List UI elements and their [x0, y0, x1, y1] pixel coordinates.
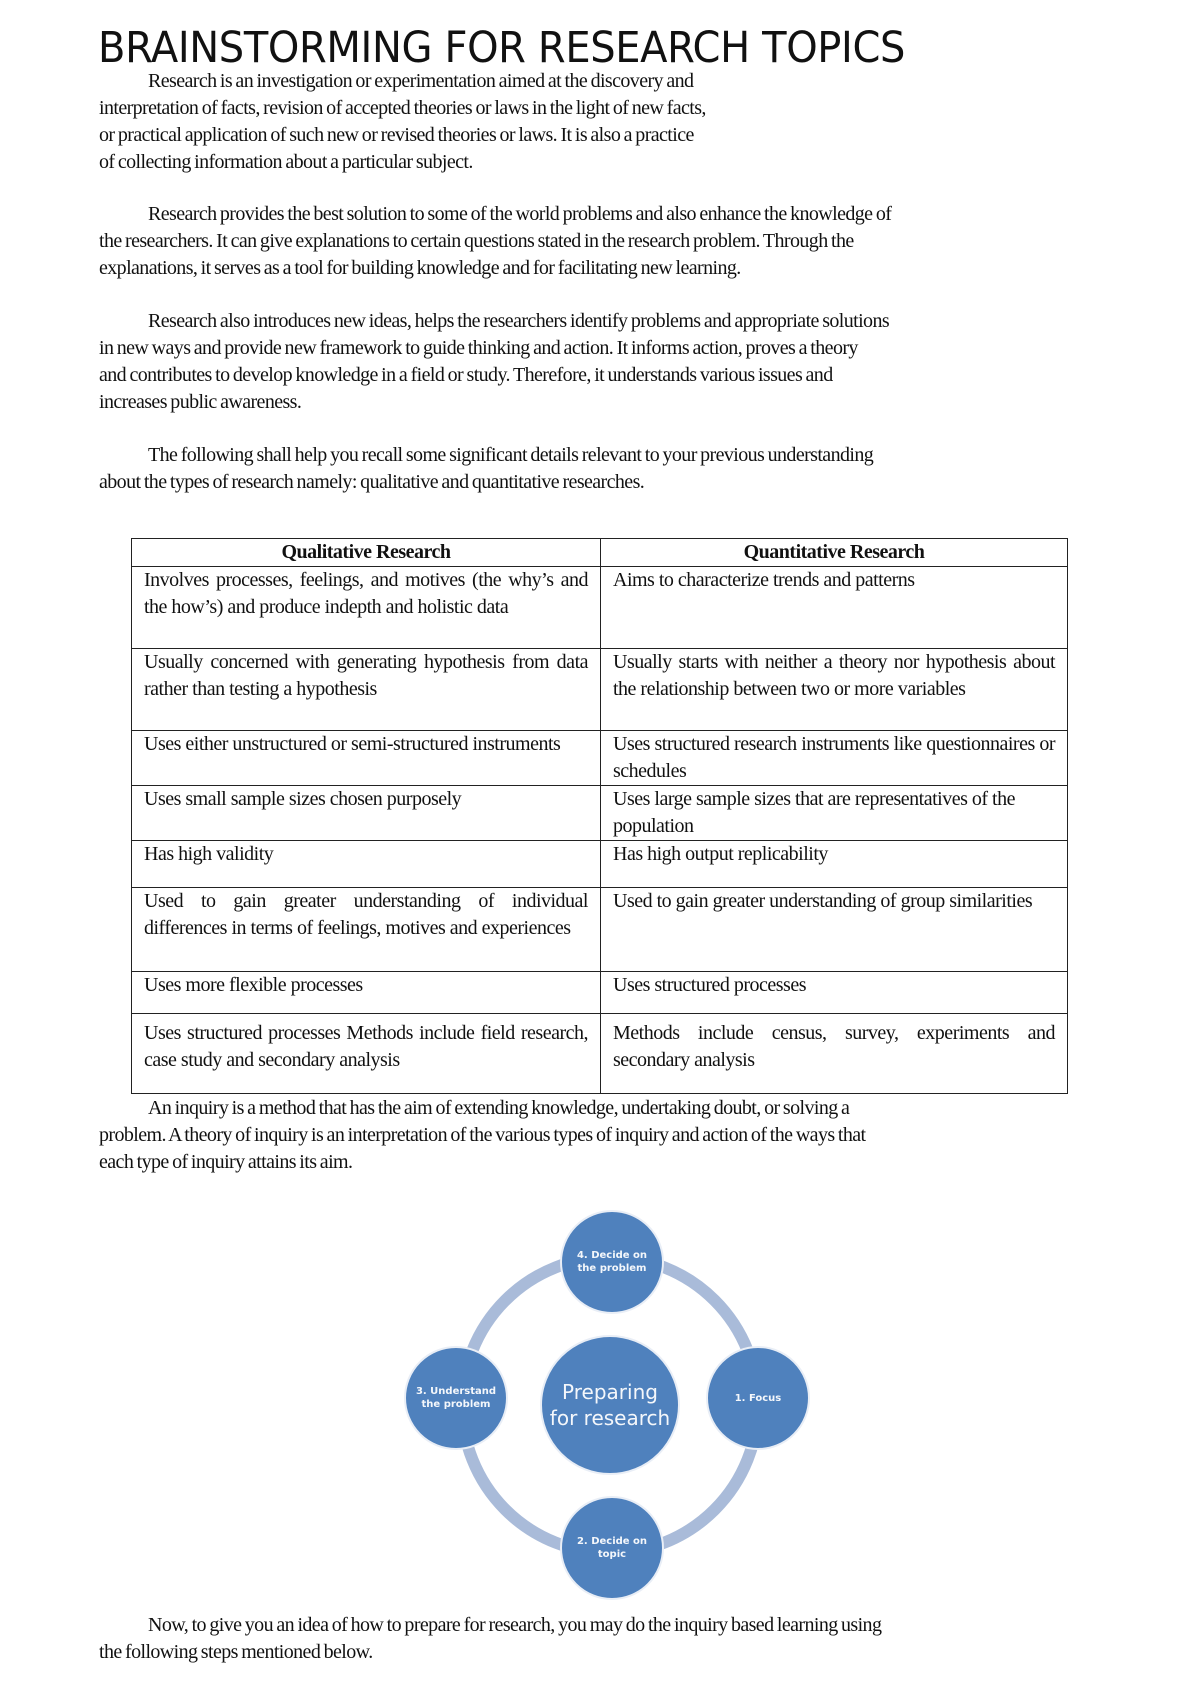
table-row	[132, 567, 1068, 649]
text-line: Research also introduces new ideas, helps the researchers identify problems and appropriate solutions	[148, 310, 890, 332]
table-cell: Usually concerned with generating hypothesis from data rather than testing a hypothesis	[132, 649, 601, 731]
table-cell: Uses structured processes Methods include field research, case study and secondary analysis	[132, 1014, 601, 1094]
table-row	[132, 731, 1068, 786]
table-row	[132, 1014, 1068, 1094]
node-label: 2. Decide on topic	[576, 1536, 648, 1560]
table-cell: Uses either unstructured or semi-structured instruments	[132, 731, 601, 786]
table-cell: Uses more flexible processes	[132, 972, 601, 1014]
table-cell: Used to gain greater understanding of group similarities	[601, 888, 1068, 972]
paragraph-research-ideas	[99, 308, 1119, 416]
document-title: BRAINSTORMING FOR RESEARCH TOPICS	[98, 23, 906, 73]
text-line: problem. A theory of inquiry is an interpretation of the various types of inquiry and action of the ways that	[99, 1124, 866, 1146]
paragraph-research-definition	[99, 68, 1119, 176]
table-cell: Has high validity	[132, 841, 601, 888]
text-line: interpretation of facts, revision of accepted theories or laws in the light of new facts,	[99, 97, 706, 119]
paragraph-inquiry-definition	[99, 1095, 1119, 1176]
table-cell: Uses large sample sizes that are representatives of the population	[601, 786, 1068, 841]
text-line: and contributes to develop knowledge in a field or study. Therefore, it understands various issues and	[99, 364, 833, 386]
table-row	[132, 888, 1068, 972]
text-line: in new ways and provide new framework to guide thinking and action. It informs action, proves a theory	[99, 337, 858, 359]
text-line: explanations, it serves as a tool for building knowledge and for facilitating new learning.	[99, 257, 741, 279]
table-cell: Uses structured processes	[601, 972, 1068, 1014]
text-line: the researchers. It can give explanations to certain questions stated in the research problem. Through the	[99, 230, 854, 252]
text-line: An inquiry is a method that has the aim of extending knowledge, undertaking doubt, or solving a	[148, 1097, 850, 1119]
node-label: 3. Understand the problem	[415, 1386, 497, 1410]
paragraph-inquiry-steps-intro	[99, 1612, 1119, 1666]
node-focus	[706, 1346, 810, 1450]
text-line: or practical application of such new or revised theories or laws. It is also a practice	[99, 124, 694, 146]
table-cell: Usually starts with neither a theory nor hypothesis about the relationship between two or more variables	[601, 649, 1068, 731]
text-line: the following steps mentioned below.	[99, 1641, 373, 1663]
center-node-label: Preparing for research	[549, 1380, 671, 1430]
table-cell: Methods include census, survey, experiments and secondary analysis	[601, 1014, 1068, 1094]
table-row	[132, 649, 1068, 731]
node-decide-on-problem	[560, 1210, 664, 1314]
table-row	[132, 841, 1068, 888]
node-understand-problem	[404, 1346, 508, 1450]
table-cell: Used to gain greater understanding of individual differences in terms of feelings, motives and experiences	[132, 888, 601, 972]
center-node-preparing-for-research	[540, 1335, 680, 1475]
text-line: Research provides the best solution to some of the world problems and also enhance the knowledge of	[148, 203, 892, 225]
table-row	[132, 786, 1068, 841]
table-cell: Has high output replicability	[601, 841, 1068, 888]
header-qualitative: Qualitative Research	[132, 539, 601, 567]
node-label: 4. Decide on the problem	[576, 1250, 648, 1274]
paragraph-research-benefits	[99, 201, 1119, 282]
text-line: Now, to give you an idea of how to prepare for research, you may do the inquiry based learning using	[148, 1614, 882, 1636]
node-decide-on-topic	[560, 1496, 664, 1600]
table-row	[132, 972, 1068, 1014]
table-cell: Uses structured research instruments like questionnaires or schedules	[601, 731, 1068, 786]
header-quantitative: Quantitative Research	[601, 539, 1068, 567]
text-line: of collecting information about a particular subject.	[99, 151, 473, 173]
text-line: Research is an investigation or experimentation aimed at the discovery and	[148, 70, 694, 92]
node-label: 1. Focus	[734, 1392, 782, 1404]
table-cell: Uses small sample sizes chosen purposely	[132, 786, 601, 841]
research-comparison-table	[131, 538, 1068, 1094]
paragraph-research-types-intro	[99, 442, 1119, 496]
text-line: about the types of research namely: qualitative and quantitative researches.	[99, 471, 645, 493]
text-line: The following shall help you recall some significant details relevant to your previous understanding	[148, 444, 874, 466]
table-cell: Involves processes, feelings, and motives (the why’s and the how’s) and produce indepth and holistic data	[132, 567, 601, 649]
table-cell: Aims to characterize trends and patterns	[601, 567, 1068, 649]
text-line: each type of inquiry attains its aim.	[99, 1151, 353, 1173]
text-line: increases public awareness.	[99, 391, 302, 413]
table-header-row	[132, 539, 1068, 567]
preparing-for-research-diagram	[380, 1200, 840, 1600]
